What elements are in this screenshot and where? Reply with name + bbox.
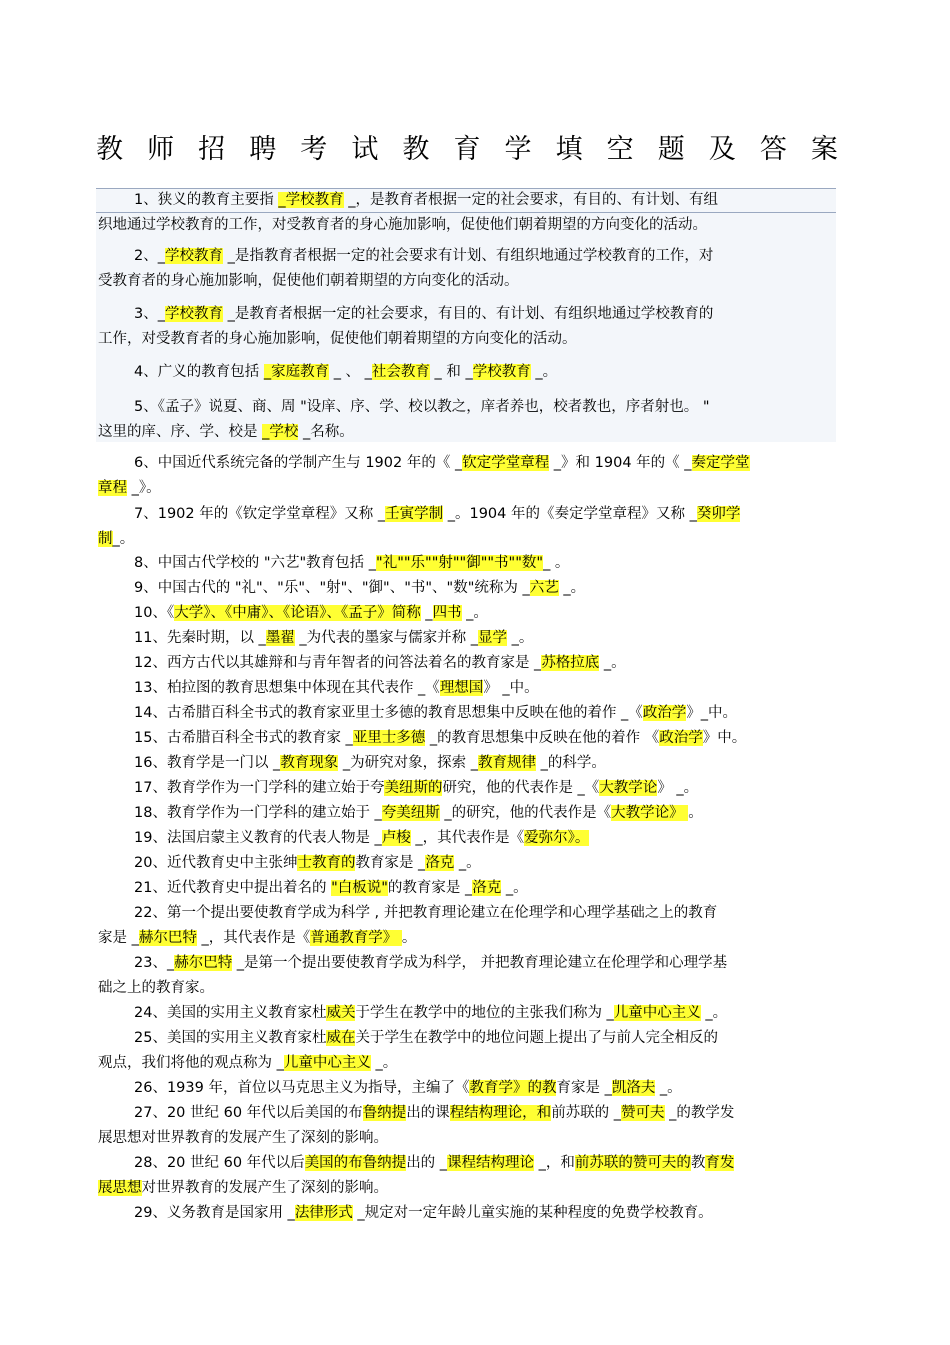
question-text: 16、教育学是一门以 _ <box>134 755 281 771</box>
question-text: 这里的庠、序、学、校是 <box>98 424 263 440</box>
question-text: 育家是 _ <box>556 1080 612 1096</box>
answer-highlight: 壬寅学制 <box>385 506 444 522</box>
question-text: _》。 <box>127 480 161 496</box>
answer-highlight: 儿童中心主义 <box>283 1055 371 1071</box>
question-text: _ <box>420 605 433 621</box>
question-text: _是教育者根据一定的社会要求，有目的、有计划、有组织地通过学校教育的 <box>222 306 714 322</box>
question-item <box>98 751 836 776</box>
answer-highlight: 士教育的 <box>297 855 356 871</box>
answer-highlight: 威在 <box>326 1030 356 1046</box>
answer-highlight: 法律形式 <box>294 1205 353 1221</box>
question-item <box>98 451 836 501</box>
question-text: 10、《 <box>134 605 175 621</box>
answer-highlight: 卢梭 <box>381 830 411 846</box>
question-text: 出的课 <box>406 1105 450 1121</box>
question-item <box>98 576 836 601</box>
question-item <box>98 302 836 352</box>
page-title <box>96 124 838 168</box>
question-line <box>98 1051 836 1076</box>
question-text: 。 <box>688 805 703 821</box>
answer-highlight: 大教学论 <box>599 780 658 796</box>
question-item <box>98 502 836 552</box>
question-item <box>98 701 836 726</box>
question-text: 15、古希腊百科全书式的教育家 _ <box>134 730 353 746</box>
question-item <box>98 826 836 851</box>
question-line <box>98 601 836 626</box>
answer-highlight: "白板说" <box>331 880 388 896</box>
answer-highlight: 教育学》的教 <box>469 1080 557 1096</box>
question-text: 11、先秦时期，以 _ <box>134 630 266 646</box>
question-text: _。 <box>655 1080 682 1096</box>
question-text: 13、柏拉图的教育思想集中体现在其代表作 _《 <box>134 680 440 696</box>
question-text: _ 、 _ <box>329 364 372 380</box>
title-char: 聘 <box>249 133 277 165</box>
question-text: _的教学发 <box>664 1105 735 1121</box>
question-line <box>98 1151 836 1176</box>
answer-highlight: 政治学 <box>642 705 687 721</box>
answer-highlight: _学校教育 <box>278 192 344 208</box>
question-line <box>98 302 836 327</box>
question-line <box>98 901 836 926</box>
title-char: 考 <box>300 133 328 165</box>
answer-highlight: "礼""乐""射""御""书""数" <box>376 555 544 571</box>
answer-highlight: 癸卯学 <box>696 506 741 522</box>
title-char: 案 <box>810 133 838 165</box>
question-text: 28、20 世纪 60 年代以后 <box>134 1155 305 1171</box>
answer-highlight: 凯洛夫 <box>611 1080 656 1096</box>
answer-highlight: 大教学论》 <box>611 805 689 821</box>
question-text: _，和 <box>534 1155 575 1171</box>
question-line <box>98 826 836 851</box>
question-item <box>98 1026 836 1076</box>
question-item <box>98 726 836 751</box>
answer-highlight: 学校教育 <box>472 364 531 380</box>
question-text: 教育家是 _ <box>355 855 426 871</box>
question-line <box>98 726 836 751</box>
question-text: 研究，他的代表作是 _《 <box>442 780 600 796</box>
question-text: 25、美国的实用主义教育家杜 <box>134 1030 327 1046</box>
question-item <box>98 876 836 901</box>
question-line <box>98 1176 836 1201</box>
question-line <box>98 269 836 294</box>
question-text: 的教育家是 _ <box>387 880 473 896</box>
question-line <box>98 951 836 976</box>
title-char: 育 <box>453 133 481 165</box>
question-line <box>98 1101 836 1126</box>
question-text: _。 <box>501 880 528 896</box>
question-text: 工作，对受教育者的身心施加影响，促使他们朝着期望的方向变化的活动。 <box>98 331 577 347</box>
answer-highlight: 课程结构理论 <box>447 1155 535 1171</box>
question-text: 于学生在教学中的地位的主张我们称为 _ <box>355 1005 614 1021</box>
question-line <box>98 420 836 445</box>
question-line <box>98 626 836 651</box>
question-text: _是第一个提出要使教育学成为科学， 并把教育理论建立在伦理学和心理学基 <box>232 955 728 971</box>
answer-highlight: 爱弥尔》。 <box>524 830 590 846</box>
title-char: 学 <box>504 133 532 165</box>
answer-highlight: 理想国 <box>439 680 484 696</box>
question-text: _为代表的墨家与儒家并称 _ <box>294 630 479 646</box>
question-text: _ 。 <box>543 555 570 571</box>
question-text: 12、西方古代以其雄辩和与青年智者的问答法着名的教育家是 _ <box>134 655 542 671</box>
question-item <box>98 651 836 676</box>
question-text: _。 <box>530 364 558 380</box>
title-char: 试 <box>351 133 379 165</box>
question-line <box>98 451 836 476</box>
question-text: 29、义务教育是国家用 _ <box>134 1205 295 1221</box>
question-text: 2、_ <box>134 248 165 264</box>
question-text: 14、古希腊百科全书式的教育家亚里士多德的教育思想集中反映在他的着作 _《 <box>134 705 643 721</box>
answer-highlight: 四书 <box>432 605 462 621</box>
answer-highlight: 制 <box>98 531 113 547</box>
question-text: 23、_ <box>134 955 175 971</box>
question-line <box>98 926 836 951</box>
question-text: _，其代表作是《 <box>196 930 311 946</box>
question-text: _的科学。 <box>536 755 606 771</box>
question-text: 受教育者的身心施加影响，促使他们朝着期望的方向变化的活动。 <box>98 273 519 289</box>
question-line <box>98 876 836 901</box>
answer-highlight: 学校教育 <box>164 306 223 322</box>
question-line <box>98 551 836 576</box>
answer-highlight: 教育规律 <box>478 755 537 771</box>
question-line <box>98 1201 836 1226</box>
question-text: _。 <box>558 580 586 596</box>
question-text: 展思想对世界教育的发展产生了深刻的影响。 <box>98 1130 388 1146</box>
question-line <box>98 651 836 676</box>
question-line <box>98 213 836 238</box>
question-item <box>98 951 836 1001</box>
question-item <box>98 244 836 294</box>
answer-highlight: 赞可夫 <box>621 1105 665 1121</box>
title-char: 师 <box>147 133 175 165</box>
question-text: 对世界教育的发展产生了深刻的影响。 <box>141 1180 388 1196</box>
question-text: 27、20 世纪 60 年代以后美国的布 <box>134 1105 363 1121</box>
answer-highlight: 教育现象 <box>280 755 339 771</box>
answer-highlight: 美国的布鲁纳提 <box>304 1155 407 1171</box>
answer-highlight: 育发 <box>705 1155 735 1171</box>
title-char: 填 <box>555 133 583 165</box>
answer-highlight: 程结构理论，和 <box>449 1105 552 1121</box>
question-text: _的教育思想集中反映在他的着作 《 <box>425 730 660 746</box>
question-item <box>98 851 836 876</box>
answer-highlight: 亚里士多德 <box>352 730 426 746</box>
question-text: 前苏联的 _ <box>551 1105 622 1121</box>
question-text: 。 <box>401 930 417 946</box>
answer-highlight: 美纽斯的 <box>384 780 443 796</box>
question-text: _ 和 _ <box>429 364 473 380</box>
question-line <box>98 502 836 527</box>
question-item <box>98 676 836 701</box>
question-text: _。 <box>507 630 534 646</box>
question-item <box>98 776 836 801</box>
question-text: _。 <box>700 1005 728 1021</box>
answer-highlight: 钦定学堂章程 <box>462 455 550 471</box>
question-item <box>98 1076 836 1101</box>
question-text: _。 <box>370 1055 398 1071</box>
answer-highlight: 赫尔巴特 <box>174 955 233 971</box>
answer-highlight: 赫尔巴特 <box>138 930 197 946</box>
question-item <box>98 601 836 626</box>
question-item <box>98 1151 836 1201</box>
question-text: 6、中国近代系统完备的学制产生与 1902 年的《 _ <box>134 455 463 471</box>
question-line <box>98 476 836 501</box>
question-item <box>98 360 836 385</box>
question-line <box>98 527 836 552</box>
question-text: 21、近代教育史中提出着名的 <box>134 880 332 896</box>
question-text: 1、狭义的教育主要指 <box>134 192 279 208</box>
question-item <box>98 626 836 651</box>
answer-highlight: 政治学 <box>659 730 703 746</box>
question-item <box>98 188 836 238</box>
answer-highlight: 普通教育学》 <box>310 930 402 946</box>
question-line <box>98 360 836 385</box>
question-line <box>98 701 836 726</box>
question-line <box>98 751 836 776</box>
question-text: 3、_ <box>134 306 165 322</box>
question-text: _是指教育者根据一定的社会要求有计划、有组织地通过学校教育的工作，对 <box>222 248 714 264</box>
answer-highlight: 社会教育 <box>371 364 430 380</box>
question-text: _，是教育者根据一定的社会要求，有目的、有计划、有组 <box>343 192 718 208</box>
question-line <box>98 801 836 826</box>
answer-highlight: 奏定学堂 <box>691 455 750 471</box>
question-text: 》_中。 <box>686 705 738 721</box>
question-line <box>98 851 836 876</box>
answer-highlight: 洛克 <box>472 880 502 896</box>
answer-highlight: 大学》、《中庸》、《论语》、《孟子》简称 <box>174 605 421 621</box>
question-item <box>98 1201 836 1226</box>
answer-highlight: 鲁纳提 <box>362 1105 407 1121</box>
question-text: 26、1939 年，首位以马克思主义为指导，主编了《 <box>134 1080 470 1096</box>
question-text: 7、1902 年的《钦定学堂章程》又称 _ <box>134 506 386 522</box>
answer-highlight: 儿童中心主义 <box>613 1005 701 1021</box>
question-text: 24、美国的实用主义教育家杜 <box>134 1005 327 1021</box>
question-text: 关于学生在教学中的地位问题上提出了与前人完全相反的 <box>355 1030 718 1046</box>
question-line <box>98 1001 836 1026</box>
question-text: 家是 _ <box>98 930 139 946</box>
question-text: _名称。 <box>298 424 354 440</box>
answer-highlight: 前苏联的赞可夫的 <box>574 1155 691 1171</box>
question-text: _。 <box>461 605 488 621</box>
question-line <box>98 976 836 1001</box>
question-item <box>98 395 836 445</box>
question-item <box>98 801 836 826</box>
question-text: _，其代表作是《 <box>410 830 525 846</box>
answer-highlight: 显学 <box>478 630 508 646</box>
answer-highlight: 展思想 <box>98 1180 142 1196</box>
answer-highlight: 苏格拉底 <box>541 655 600 671</box>
answer-highlight: 夸美纽斯 <box>381 805 440 821</box>
title-char: 空 <box>606 133 634 165</box>
question-text: 》中。 <box>702 730 747 746</box>
question-line <box>98 1076 836 1101</box>
question-line <box>98 188 836 213</box>
question-text: 织地通过学校教育的工作，对受教育者的身心施加影响，促使他们朝着期望的方向变化的活动。 <box>98 217 707 233</box>
answer-highlight: 墨翟 <box>265 630 295 646</box>
answer-highlight: 学校教育 <box>164 248 223 264</box>
question-line <box>98 676 836 701</box>
answer-highlight: 章程 <box>98 480 127 496</box>
answer-highlight: _学校 <box>262 424 299 440</box>
title-char: 教 <box>96 133 123 165</box>
title-char: 教 <box>402 133 430 165</box>
question-item <box>98 1001 836 1026</box>
question-item <box>98 901 836 951</box>
question-text: _》和 1904 年的《 _ <box>549 455 692 471</box>
question-text: 础之上的教育家。 <box>98 980 214 996</box>
answer-highlight: 威关 <box>326 1005 356 1021</box>
question-text: _。 <box>454 855 481 871</box>
question-text: 出的 _ <box>406 1155 448 1171</box>
question-text: _。 <box>112 531 135 547</box>
title-char: 招 <box>198 133 226 165</box>
question-text: 8、中国古代学校的 "六艺"教育包括 _ <box>134 555 377 571</box>
answer-highlight: _家庭教育 <box>263 364 330 380</box>
question-text: _为研究对象，探索 _ <box>338 755 479 771</box>
title-char: 题 <box>657 133 685 165</box>
question-text: _。1904 年的《奏定学堂章程》又称 _ <box>443 506 697 522</box>
question-text: 22、第一个提出要使教育学成为科学 , 并把教育理论建立在伦理学和心理学基础之上的教育 <box>134 905 718 921</box>
question-item <box>98 1101 836 1151</box>
question-text: 4、广义的教育包括 <box>134 364 264 380</box>
question-text: 》 _中。 <box>483 680 539 696</box>
question-line <box>98 1126 836 1151</box>
question-text: 19、法国启蒙主义教育的代表人物是 _ <box>134 830 382 846</box>
question-line <box>98 395 836 420</box>
question-text: 观点，我们将他的观点称为 _ <box>98 1055 284 1071</box>
title-char: 及 <box>708 133 736 165</box>
question-line <box>98 1026 836 1051</box>
question-text: 9、中国古代的 "礼"、"乐"、"射"、"御"、"书"、"数"统称为 _ <box>134 580 530 596</box>
question-text: 17、教育学作为一门学科的建立始于夸 <box>134 780 385 796</box>
question-text: _的研究，他的代表作是《 <box>439 805 612 821</box>
question-line <box>98 244 836 269</box>
question-text: 5、《孟子》说夏、商、周 "设庠、序、学、校以教之，庠者养也，校者教也，序者射也。 " <box>134 399 710 415</box>
question-text: 》 _。 <box>657 780 699 796</box>
question-line <box>98 776 836 801</box>
answer-highlight: 洛克 <box>425 855 455 871</box>
question-line <box>98 576 836 601</box>
question-text: _规定对一定年龄儿童实施的某种程度的免费学校教育。 <box>352 1205 713 1221</box>
title-char: 答 <box>759 133 787 165</box>
question-line <box>98 327 836 352</box>
question-text: 教 <box>690 1155 706 1171</box>
answer-highlight: 六艺 <box>529 580 559 596</box>
question-text: 18、教育学作为一门学科的建立始于 _ <box>134 805 382 821</box>
question-text: 20、近代教育史中主张绅 <box>134 855 298 871</box>
question-text: _。 <box>599 655 626 671</box>
question-item <box>98 551 836 576</box>
